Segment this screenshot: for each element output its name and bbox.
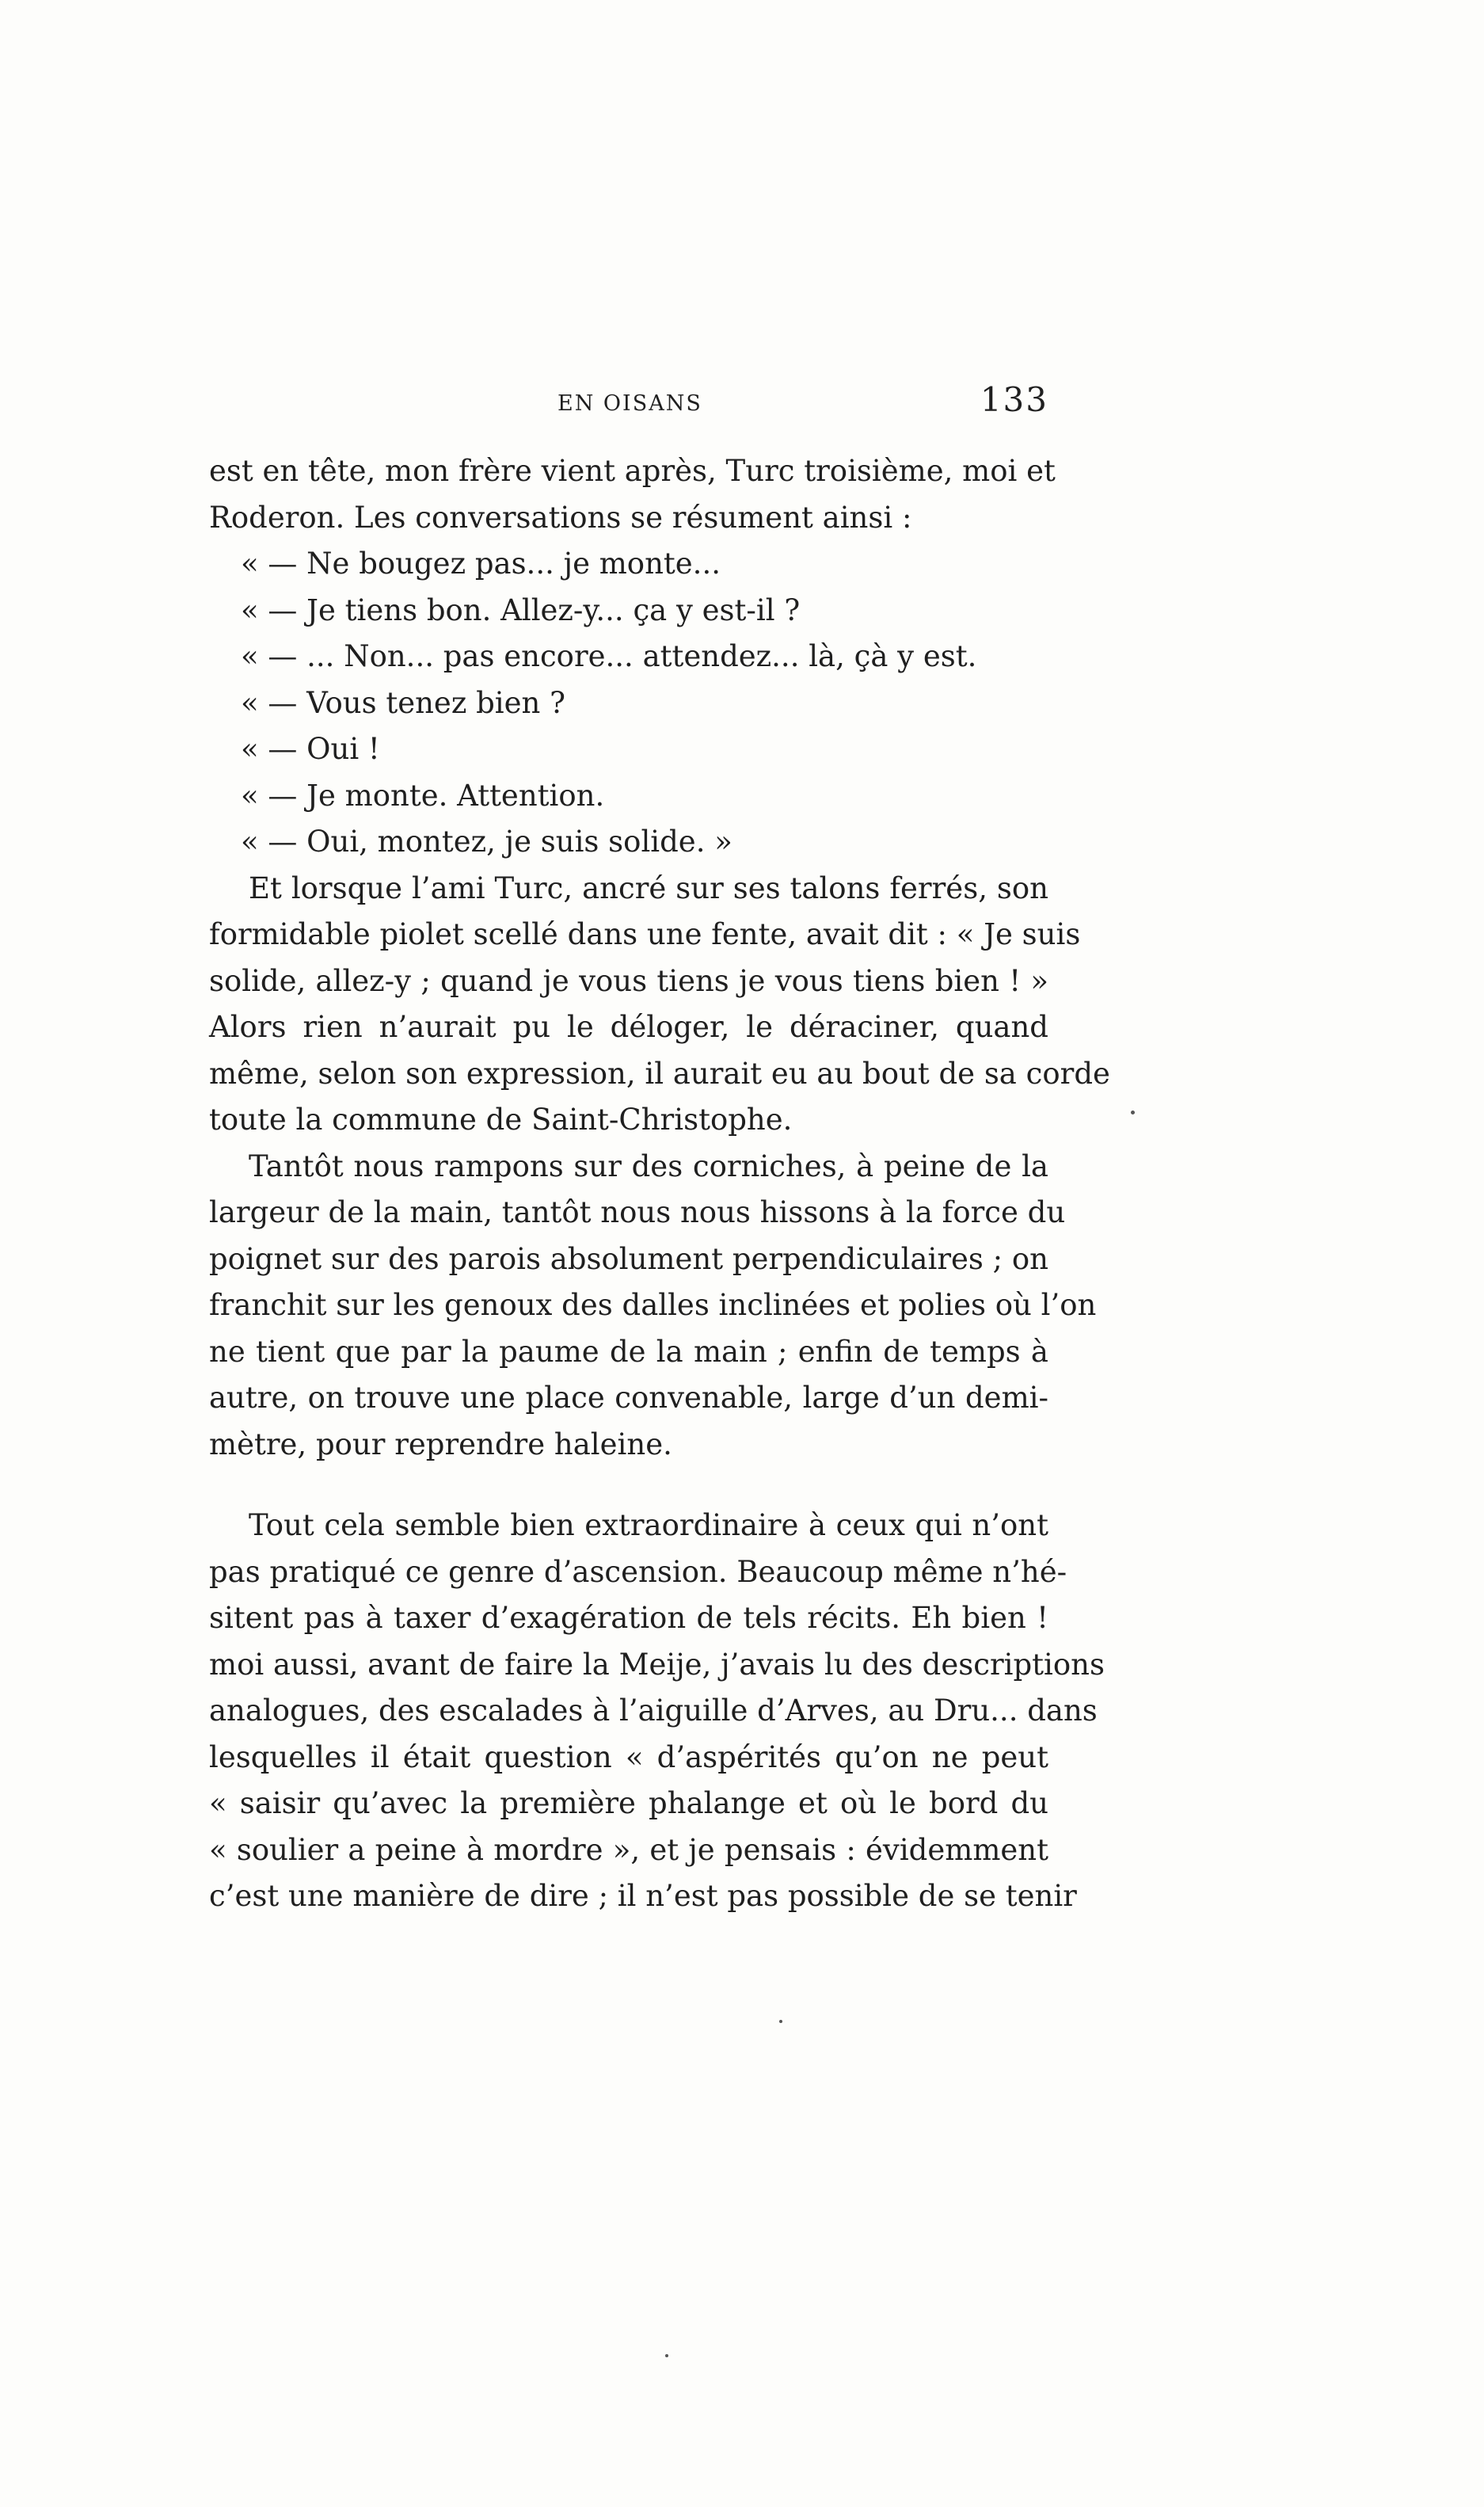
text-line: même, selon son expression, il aurait eu au bout de sa corde xyxy=(209,1056,1110,1091)
text-line: Tantôt nous rampons sur des corniches, à peine de la xyxy=(249,1149,1048,1183)
text-line: pas pratiqué ce genre d’ascension. Beaucoup même n’hé- xyxy=(209,1554,1067,1589)
dialogue-line: « — Je monte. Attention. xyxy=(241,778,605,813)
text-line: moi aussi, avant de faire la Meije, j’avais lu des descriptions xyxy=(209,1647,1105,1682)
text-line: sitent pas à taxer d’exagération de tels récits. Eh bien ! xyxy=(209,1601,1048,1635)
paragraph xyxy=(209,1503,1105,1920)
text-line: ne tient que par la paume de la main ; enfin de temps à xyxy=(209,1334,1048,1369)
text-line: toute la commune de Saint-Christophe. xyxy=(209,1103,793,1137)
text-line: franchit sur les genoux des dalles inclinées et polies où l’on xyxy=(209,1288,1097,1322)
text-line: solide, allez-y ; quand je vous tiens je vous tiens bien ! » xyxy=(209,963,1048,998)
section-gap xyxy=(209,1468,1048,1503)
ink-speck xyxy=(779,2020,782,2023)
ink-speck xyxy=(1131,1111,1135,1114)
dialogue-line: « — Oui ! xyxy=(241,732,380,766)
text-line: mètre, pour reprendre haleine. xyxy=(209,1427,672,1461)
dialogue-line: « — ... Non... pas encore... attendez... là, çà y est. xyxy=(241,639,977,673)
dialogue-block xyxy=(209,541,1048,866)
text-line: autre, on trouve une place convenable, large d’un demi- xyxy=(209,1381,1048,1415)
text-line: Alors rien n’aurait pu le déloger, le déraciner, quand xyxy=(209,1010,1048,1044)
dialogue-line: « — Vous tenez bien ? xyxy=(241,685,565,720)
text-line: analogues, des escalades à l’aiguille d’Arves, au Dru... dans xyxy=(209,1694,1098,1728)
text-line: « saisir qu’avec la première phalange et où le bord du xyxy=(209,1786,1048,1820)
text-line: Et lorsque l’ami Turc, ancré sur ses talons ferrés, son xyxy=(249,871,1048,905)
text-line: Roderon. Les conversations se résument ainsi : xyxy=(209,500,912,535)
paragraph xyxy=(209,448,1056,541)
running-head xyxy=(209,380,1048,428)
text-line: est en tête, mon frère vient après, Turc troisième, moi et xyxy=(209,454,1056,488)
body-text xyxy=(209,448,1110,1920)
text-line: « soulier a peine à mordre », et je pensais : évidemment xyxy=(209,1832,1048,1867)
text-line: Tout cela semble bien extraordinaire à ceux qui n’ont xyxy=(249,1508,1048,1542)
running-title: EN OISANS xyxy=(557,391,702,416)
text-line: formidable piolet scellé dans une fente, avait dit : « Je suis xyxy=(209,917,1081,951)
ink-speck xyxy=(665,2354,668,2357)
dialogue-line: « — Je tiens bon. Allez-y... ça y est-il ? xyxy=(241,592,801,627)
dialogue-line: « — Oui, montez, je suis solide. » xyxy=(241,825,732,859)
page-number: 133 xyxy=(980,380,1048,419)
dialogue-line: « — Ne bougez pas... je monte... xyxy=(241,547,721,581)
text-line: poignet sur des parois absolument perpendiculaires ; on xyxy=(209,1241,1048,1276)
paragraph xyxy=(209,1144,1097,1469)
paragraph xyxy=(209,866,1110,1144)
text-line: c’est une manière de dire ; il n’est pas possible de se tenir xyxy=(209,1879,1077,1913)
text-line: lesquelles il était question « d’aspérités qu’on ne peut xyxy=(209,1739,1048,1774)
text-line: largeur de la main, tantôt nous nous hissons à la force du xyxy=(209,1195,1066,1229)
